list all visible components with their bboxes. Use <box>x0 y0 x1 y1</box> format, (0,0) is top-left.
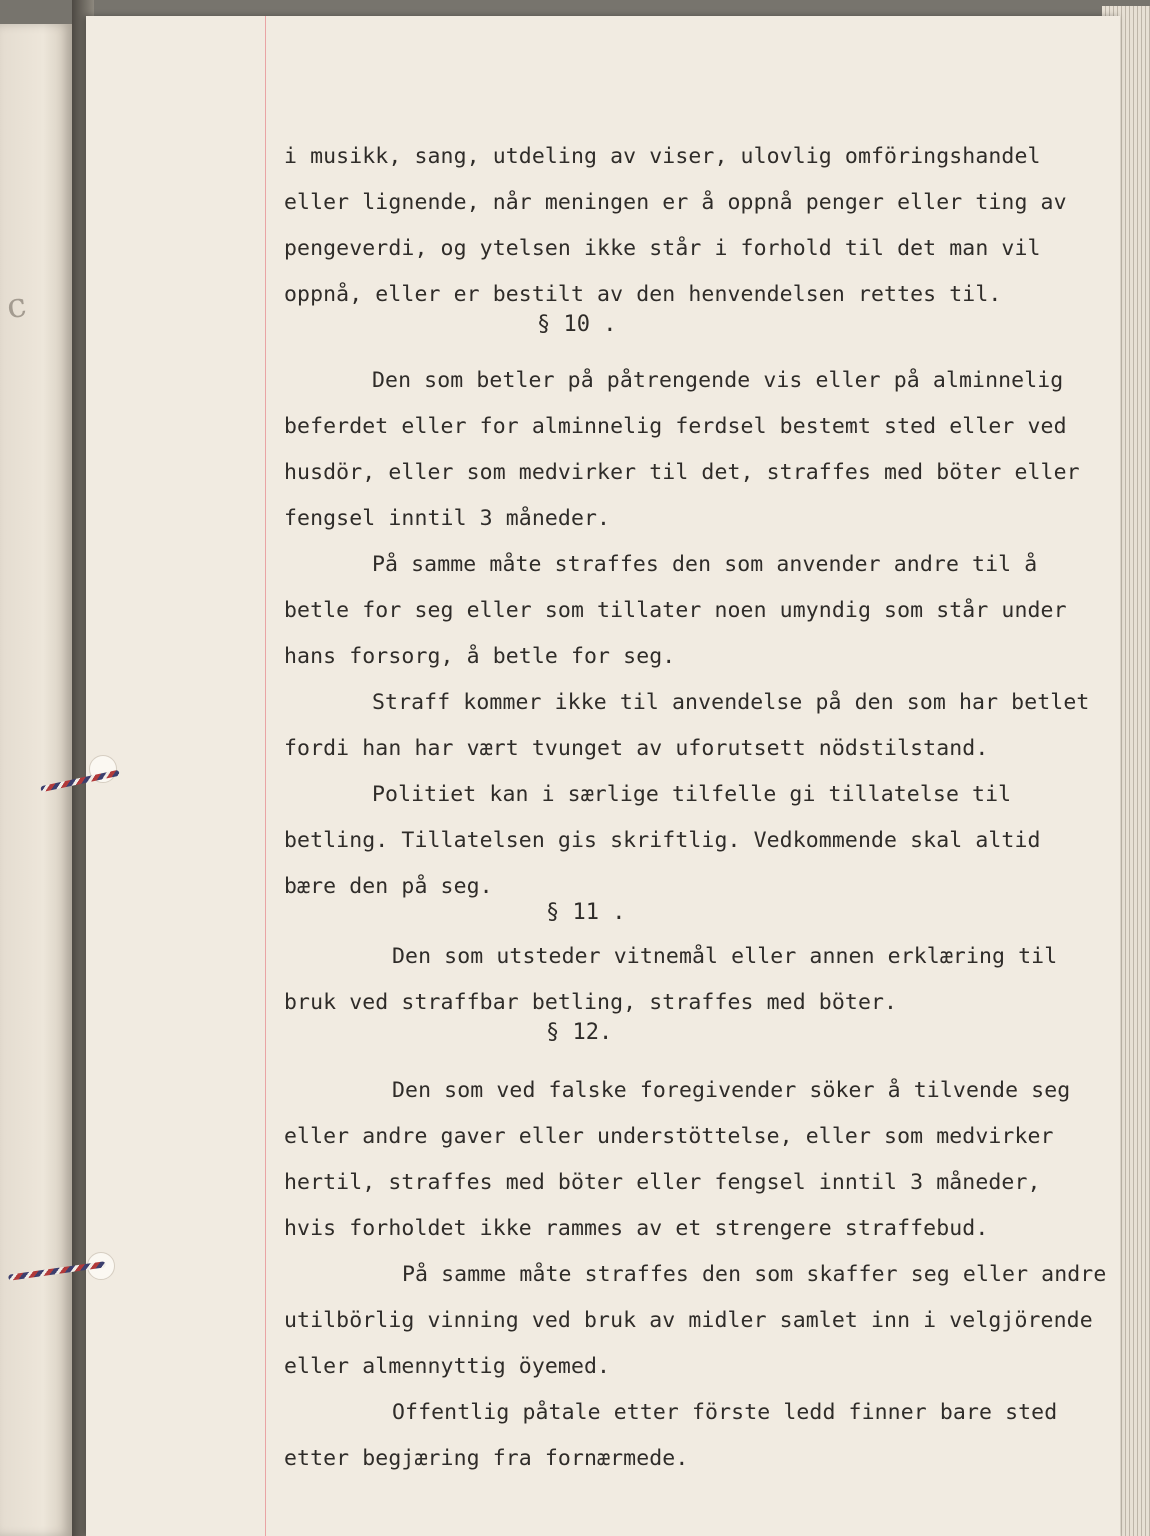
text-line: husdör, eller som medvirker til det, straffes med böter eller <box>284 460 1080 485</box>
text-line: beferdet eller for alminnelig ferdsel bestemt sted eller ved <box>284 414 1067 439</box>
text-line: hertil, straffes med böter eller fengsel inntil 3 måneder, <box>284 1170 1041 1195</box>
text-line: Straff kommer ikke til anvendelse på den som har betlet <box>372 690 1090 715</box>
typed-page <box>86 16 1120 1536</box>
text-line: Politiet kan i særlige tilfelle gi tillatelse til <box>372 782 1012 807</box>
text-line: Den som utsteder vitnemål eller annen erklæring til <box>392 944 1058 969</box>
text-line: i musikk, sang, utdeling av viser, ulovlig omföringshandel <box>284 144 1041 169</box>
text-line: På samme måte straffes den som skaffer seg eller andre <box>402 1262 1107 1287</box>
text-line: eller lignende, når meningen er å oppnå penger eller ting av <box>284 190 1067 215</box>
text-line: eller andre gaver eller understöttelse, eller som medvirker <box>284 1124 1054 1149</box>
text-line: Den som ved falske foregivender söker å tilvende seg <box>392 1078 1071 1103</box>
text-line: fengsel inntil 3 måneder. <box>284 506 611 531</box>
text-line: bære den på seg. <box>284 874 493 899</box>
text-line: pengeverdi, og ytelsen ikke står i forhold til det man vil <box>284 236 1041 261</box>
text-line: oppnå, eller er bestilt av den henvendelsen rettes til. <box>284 282 1002 307</box>
left-page-edge <box>0 24 72 1536</box>
text-line: hans forsorg, å betle for seg. <box>284 644 676 669</box>
text-line: bruk ved straffbar betling, straffes med böter. <box>284 990 898 1015</box>
red-margin-rule <box>265 16 266 1536</box>
text-line: På samme måte straffes den som anvender andre til å <box>372 552 1038 577</box>
margin-pencil-mark: c <box>4 284 29 328</box>
text-line: Offentlig påtale etter förste ledd finner bare sted <box>392 1400 1058 1425</box>
text-line: hvis forholdet ikke rammes av et strengere straffebud. <box>284 1216 989 1241</box>
section-12-heading: § 12. <box>546 1020 613 1045</box>
section-10-heading: § 10 . <box>537 312 617 337</box>
text-line: fordi han har vært tvunget av uforutsett nödstilstand. <box>284 736 989 761</box>
section-11-heading: § 11 . <box>546 900 626 925</box>
text-line: betling. Tillatelsen gis skriftlig. Vedkommende skal altid <box>284 828 1041 853</box>
text-line: eller almennyttig öyemed. <box>284 1354 611 1379</box>
text-line: betle for seg eller som tillater noen umyndig som står under <box>284 598 1067 623</box>
text-line: etter begjæring fra fornærmede. <box>284 1446 689 1471</box>
text-line: utilbörlig vinning ved bruk av midler samlet inn i velgjörende <box>284 1308 1093 1333</box>
text-line: Den som betler på påtrengende vis eller på alminnelig <box>372 368 1064 393</box>
